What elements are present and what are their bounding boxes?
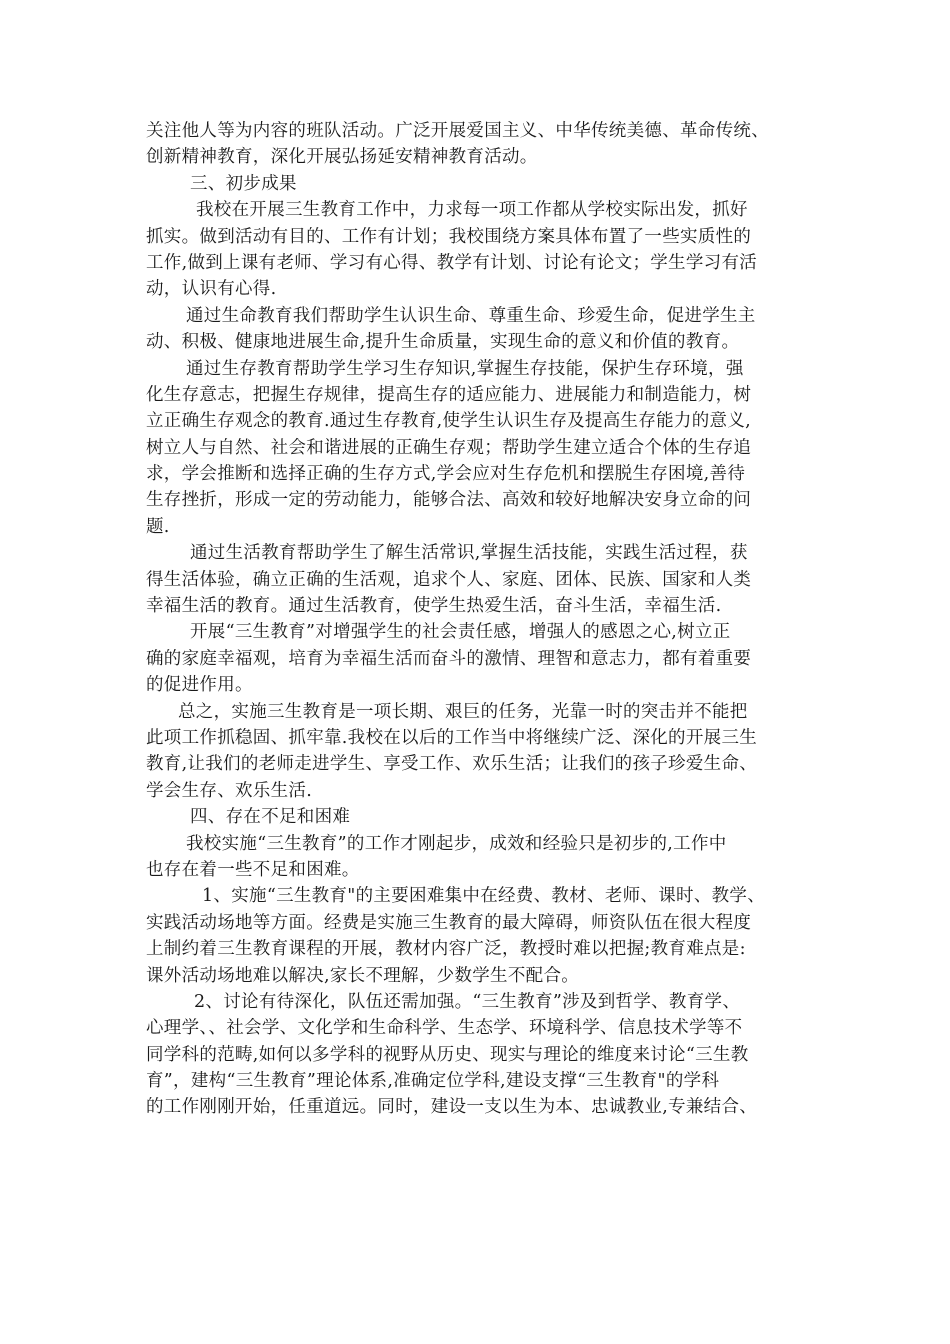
- text-line: 上制约着三生教育课程的开展，教材内容广泛，教授时难以把握;教育难点是:: [146, 939, 746, 960]
- text-line: 化生存意志，把握生存规律，提高生存的适应能力、进展能力和制造能力，树: [146, 384, 752, 405]
- text-line: 四、存在不足和困难: [190, 807, 351, 828]
- text-line: 通过生活教育帮助学生了解生活常识,掌握生活技能，实践生活过程，获: [190, 543, 748, 564]
- text-line: 创新精神教育，深化开展弘扬延安精神教育活动。: [146, 147, 538, 168]
- text-line: 开展“三生教育”对增强学生的社会责任感，增强人的感恩之心,树立正: [190, 622, 731, 643]
- text-line: 动，认识有心得.: [146, 279, 277, 300]
- text-line: 求，学会推断和选择正确的生存方式,学会应对生存危机和摆脱生存困境,善待: [146, 464, 746, 485]
- text-line: 此项工作抓稳固、抓牢靠.我校在以后的工作当中将继续广泛、深化的开展三生: [146, 727, 758, 748]
- text-line: 的促进作用。: [146, 675, 253, 696]
- text-line: 总之，实施三生教育是一项长期、艰巨的任务，光靠一时的突击并不能把: [178, 701, 748, 722]
- text-line: 通过生命教育我们帮助学生认识生命、尊重生命、珍爱生命，促进学生主: [186, 305, 756, 326]
- text-line: 工作,做到上课有老师、学习有心得、教学有计划、讨论有论文；学生学习有活: [146, 252, 758, 273]
- text-line: 动、积极、健康地进展生命,提升生命质量，实现生命的意义和价值的教育。: [146, 332, 740, 353]
- text-line: 确的家庭幸福观，培育为幸福生活而奋斗的激情、理智和意志力，都有着重要: [146, 648, 752, 669]
- text-line: 三、初步成果: [190, 173, 297, 194]
- text-line: 学会生存、欢乐生活.: [146, 780, 313, 801]
- text-line: 心理学、、社会学、文化学和生命科学、生态学、环境科学、信息技术学等不: [146, 1018, 743, 1039]
- text-line: 2、讨论有待深化，队伍还需加强。“三生教育”涉及到哲学、教育学、: [194, 991, 741, 1012]
- text-line: 育”，建构“三生教育”理论体系,准确定位学科,建设支撑“三生教育"的学科: [146, 1071, 720, 1092]
- text-line: 我校在开展三生教育工作中，力求每一项工作都从学校实际出发，抓好: [196, 200, 748, 221]
- text-line: 我校实施“三生教育”的工作才刚起步，成效和经验只是初步的,工作中: [186, 833, 727, 854]
- text-line: 同学科的范畴,如何以多学科的视野从历史、现实与理论的维度来讨论“三生教: [146, 1044, 749, 1065]
- text-line: 关注他人等为内容的班队活动。广泛开展爱国主义、中华传统美德、革命传统、: [146, 121, 769, 141]
- text-line: 题.: [146, 516, 170, 537]
- document-body: [146, 118, 806, 1121]
- text-line: 得生活体验，确立正确的生活观，追求个人、家庭、团体、民族、国家和人类: [146, 569, 752, 590]
- text-line: 也存在着一些不足和困难。: [146, 859, 360, 880]
- text-line: 课外活动场地难以解决,家长不理解，少数学生不配合。: [146, 965, 580, 986]
- text-line: 幸福生活的教育。通过生活教育，使学生热爱生活，奋斗生活，幸福生活.: [146, 596, 722, 617]
- text-line: 教育,让我们的老师走进学生、享受工作、欢乐生活；让我们的孩子珍爱生命、: [146, 754, 758, 775]
- text-line: 生存挫折，形成一定的劳动能力，能够合法、高效和较好地解决安身立命的问: [146, 490, 752, 511]
- text-line: 的工作刚刚开始，任重道远。同时，建设一支以生为本、忠诚教业,专兼结合、: [146, 1097, 758, 1118]
- text-line: 立正确生存观念的教育.通过生存教育,使学生认识生存及提高生存能力的意义,: [146, 411, 751, 432]
- text-line: 通过生存教育帮助学生学习生存知识,掌握生存技能，保护生存环境，强: [186, 358, 744, 379]
- text-line: 1、实施“三生教育"的主要困难集中在经费、教材、老师、课时、教学、: [202, 886, 766, 907]
- text-line: 抓实。做到活动有目的、工作有计划；我校围绕方案具体布置了一些实质性的: [146, 226, 752, 247]
- text-line: 实践活动场地等方面。经费是实施三生教育的最大障碍，师资队伍在很大程度: [146, 912, 752, 933]
- text-line: 树立人与自然、社会和谐进展的正确生存观；帮助学生建立适合个体的生存追: [146, 437, 752, 458]
